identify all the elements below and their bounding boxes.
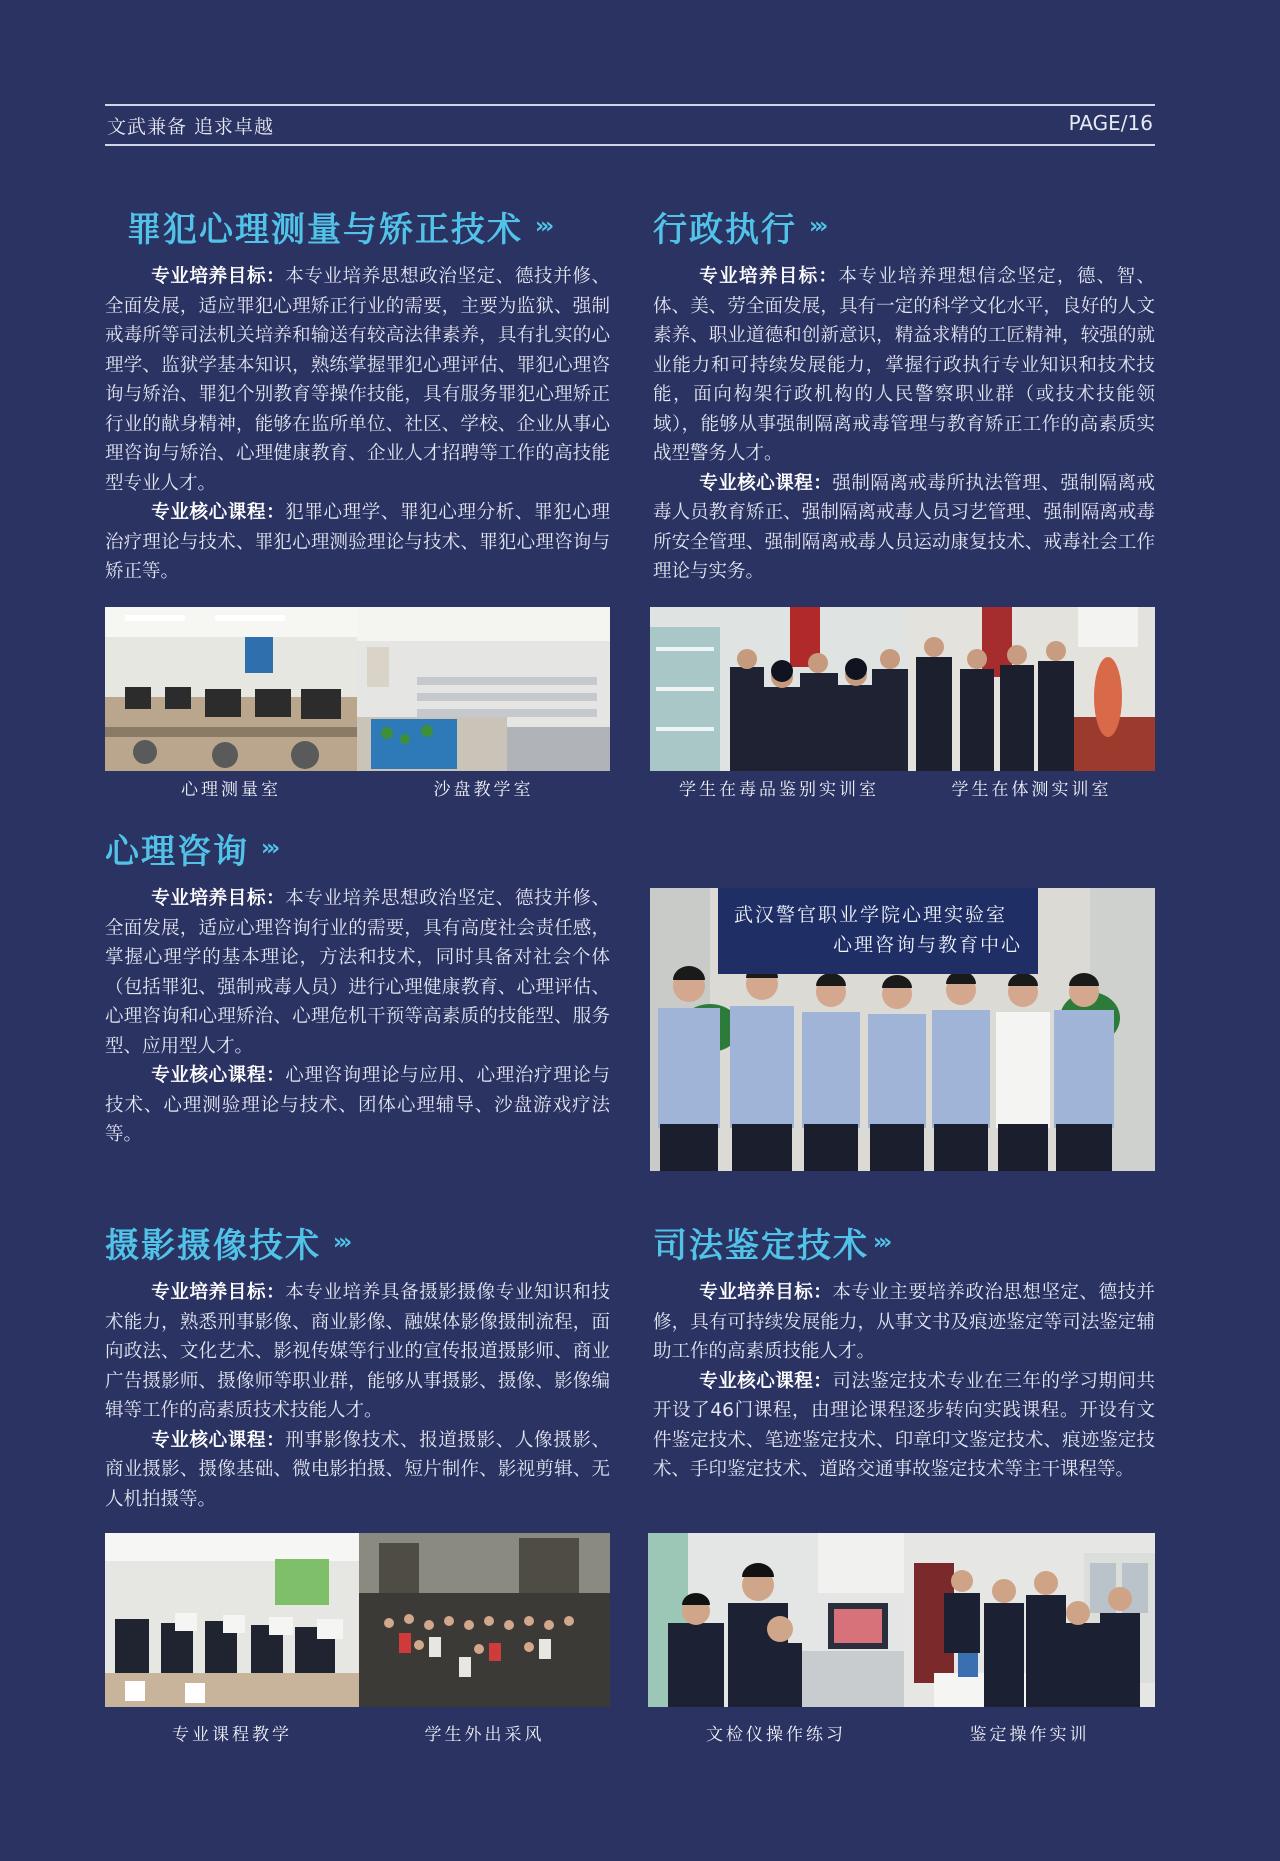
photo-sandplay-room bbox=[357, 607, 610, 771]
photo-drug-identification-lab bbox=[650, 607, 908, 771]
photo-caption: 心理测量室 bbox=[181, 780, 281, 800]
goal-text: 本专业培养思想政治坚定、德技并修、全面发展，适应罪犯心理矫正行业的需要，主要为监狱、强制戒毒所等司法机关培养和输送有较高法律素养，具有扎实的心理学、监狱学基本知识，熟练掌握罪犯心理评估、罪犯心理咨询与矫治、罪犯个别教育等操作技能，具有服务罪犯心理矫正行业的献身精神，能够在监所单位、社区、学校、企业从事心理咨询与矫治、心理健康教育、企业人才招聘等工作的高技能型专业人才。 bbox=[105, 266, 610, 494]
core-text: 刑事影像技术、报道摄影、人像摄影、商业摄影、摄像基础、微电影拍摄、短片制作、影视剪辑、无人机拍摄等。 bbox=[105, 1429, 610, 1510]
core-text: 心理咨询理论与应用、心理治疗理论与技术、心理测验理论与技术、团体心理辅导、沙盘游戏疗法等。 bbox=[105, 1065, 610, 1145]
section-title bbox=[105, 200, 610, 252]
placard-line: 心理咨询与教育中心 bbox=[832, 934, 1022, 956]
core-courses bbox=[105, 1061, 610, 1150]
goal-label: 专业培养目标： bbox=[151, 1282, 286, 1303]
core-text: 强制隔离戒毒所执法管理、强制隔离戒毒人员教育矫正、强制隔离戒毒人员习艺管理、强制隔离戒毒所安全管理、强制隔离戒毒人员运动康复技术、戒毒社会工作理论与实务。 bbox=[653, 472, 1155, 582]
core-courses bbox=[105, 1426, 610, 1515]
section-title bbox=[105, 822, 610, 874]
chevron-right-icon: ››› bbox=[261, 835, 277, 861]
core-label: 专业核心课程： bbox=[699, 472, 833, 494]
core-text: 犯罪心理学、罪犯心理分析、罪犯心理治疗理论与技术、罪犯心理测验理论与技术、罪犯心理咨询与矫正等。 bbox=[105, 502, 610, 582]
training-goal bbox=[105, 262, 610, 498]
training-goal bbox=[105, 1278, 610, 1426]
photo-field-trip bbox=[359, 1533, 610, 1707]
goal-text: 本专业培养理想信念坚定，德、智、体、美、劳全面发展，具有一定的科学文化水平，良好的人文素养、职业道德和创新意识，精益求精的工匠精神，较强的就业能力和可持续发展能力，掌握行政执行专业知识和技术技能，面向构架行政机构的人民警察职业群（或技术技能领域），能够从事强制隔离戒毒管理与教育矫正工作的高素质实战型警务人才。 bbox=[653, 266, 1155, 464]
photo-fitness-test-lab bbox=[908, 607, 1155, 771]
goal-label: 专业培养目标： bbox=[151, 888, 286, 909]
page-header bbox=[105, 104, 1155, 146]
header-slogan: 文武兼备 追求卓越 bbox=[107, 116, 275, 138]
section-title-text: 罪犯心理测量与矫正技术 bbox=[127, 209, 523, 250]
photo-caption: 鉴定操作实训 bbox=[969, 1725, 1090, 1745]
caption-row bbox=[105, 1720, 610, 1745]
goal-label: 专业培养目标： bbox=[151, 266, 286, 287]
caption-row bbox=[648, 1720, 1155, 1745]
core-text: 司法鉴定技术专业在三年的学习期间共开设了46门课程，由理论课程逐步转向实践课程。开设有文件鉴定技术、笔迹鉴定技术、印章印文鉴定技术、痕迹鉴定技术、手印鉴定技术、道路交通事故鉴定技术等主干课程等。 bbox=[653, 1370, 1155, 1480]
caption-row bbox=[105, 775, 610, 800]
photo-caption: 学生在毒品鉴别实训室 bbox=[679, 780, 879, 800]
core-courses bbox=[105, 498, 610, 587]
core-label: 专业核心课程： bbox=[151, 1429, 286, 1451]
section-title bbox=[653, 1216, 1155, 1268]
section-title-text: 司法鉴定技术 bbox=[653, 1225, 869, 1266]
photo-row bbox=[105, 607, 610, 771]
section-title bbox=[105, 1216, 610, 1268]
section-psychological-counseling bbox=[105, 822, 610, 1150]
photo-row bbox=[105, 1533, 610, 1707]
photo-caption: 沙盘教学室 bbox=[433, 780, 534, 800]
training-goal bbox=[653, 262, 1155, 469]
lab-placard bbox=[718, 888, 1038, 974]
section-photography-videography bbox=[105, 1216, 610, 1514]
section-judicial-appraisal bbox=[653, 1216, 1155, 1485]
photo-row bbox=[650, 607, 1155, 771]
chevron-right-icon: ››› bbox=[809, 213, 825, 239]
chevron-right-icon: ››› bbox=[873, 1229, 889, 1255]
photo-caption: 文检仪操作练习 bbox=[706, 1725, 846, 1745]
photo-psych-measurement-room bbox=[105, 607, 357, 771]
photo-row bbox=[648, 1533, 1155, 1707]
page-number: PAGE/16 bbox=[1068, 111, 1153, 135]
photo-counseling-center-staff bbox=[650, 888, 1155, 1171]
placard-line: 武汉警官职业学院心理实验室 bbox=[734, 904, 1008, 926]
training-goal bbox=[653, 1278, 1155, 1367]
section-title-text: 行政执行 bbox=[653, 209, 797, 250]
goal-text: 本专业主要培养政治思想坚定、德技并修，具有可持续发展能力，从事文书及痕迹鉴定等司法鉴定辅助工作的高素质技能人才。 bbox=[653, 1282, 1155, 1362]
section-administrative-execution bbox=[653, 200, 1155, 587]
caption-row bbox=[650, 775, 1155, 800]
photo-caption: 学生在体测实训室 bbox=[951, 780, 1112, 800]
goal-label: 专业培养目标： bbox=[699, 266, 839, 287]
section-title bbox=[653, 200, 1155, 252]
photo-appraisal-practical-training bbox=[904, 1533, 1155, 1707]
core-courses bbox=[653, 469, 1155, 587]
core-courses bbox=[653, 1367, 1155, 1485]
photo-document-examiner-practice bbox=[648, 1533, 904, 1707]
section-criminal-psychology bbox=[105, 200, 610, 587]
section-title-text: 心理咨询 bbox=[105, 831, 249, 872]
chevron-right-icon: ››› bbox=[535, 213, 551, 239]
section-title-text: 摄影摄像技术 bbox=[105, 1225, 321, 1266]
goal-label: 专业培养目标： bbox=[699, 1282, 833, 1303]
core-label: 专业核心课程： bbox=[699, 1370, 833, 1392]
photo-course-teaching bbox=[105, 1533, 359, 1707]
photo-caption: 学生外出采风 bbox=[424, 1725, 545, 1745]
core-label: 专业核心课程： bbox=[151, 1065, 286, 1086]
core-label: 专业核心课程： bbox=[151, 502, 286, 523]
training-goal bbox=[105, 884, 610, 1061]
photo-caption: 专业课程教学 bbox=[172, 1725, 292, 1745]
goal-text: 本专业培养思想政治坚定、德技并修、全面发展，适应心理咨询行业的需要，具有高度社会责任感，掌握心理学的基本理论，方法和技术，同时具备对社会个体（包括罪犯、强制戒毒人员）进行心理健康教育、心理评估、心理咨询和心理矫治、心理危机干预等高素质的技能型、服务型、应用型人才。 bbox=[105, 888, 610, 1057]
goal-text: 本专业培养具备摄影摄像专业知识和技术能力，熟悉刑事影像、商业影像、融媒体影像摄制流程，面向政法、文化艺术、影视传媒等行业的宣传报道摄影师、商业广告摄影师、摄像师等职业群，能够从事摄影、摄像、影像编辑等工作的高素质技术技能人才。 bbox=[105, 1282, 610, 1421]
chevron-right-icon: ››› bbox=[333, 1229, 349, 1255]
